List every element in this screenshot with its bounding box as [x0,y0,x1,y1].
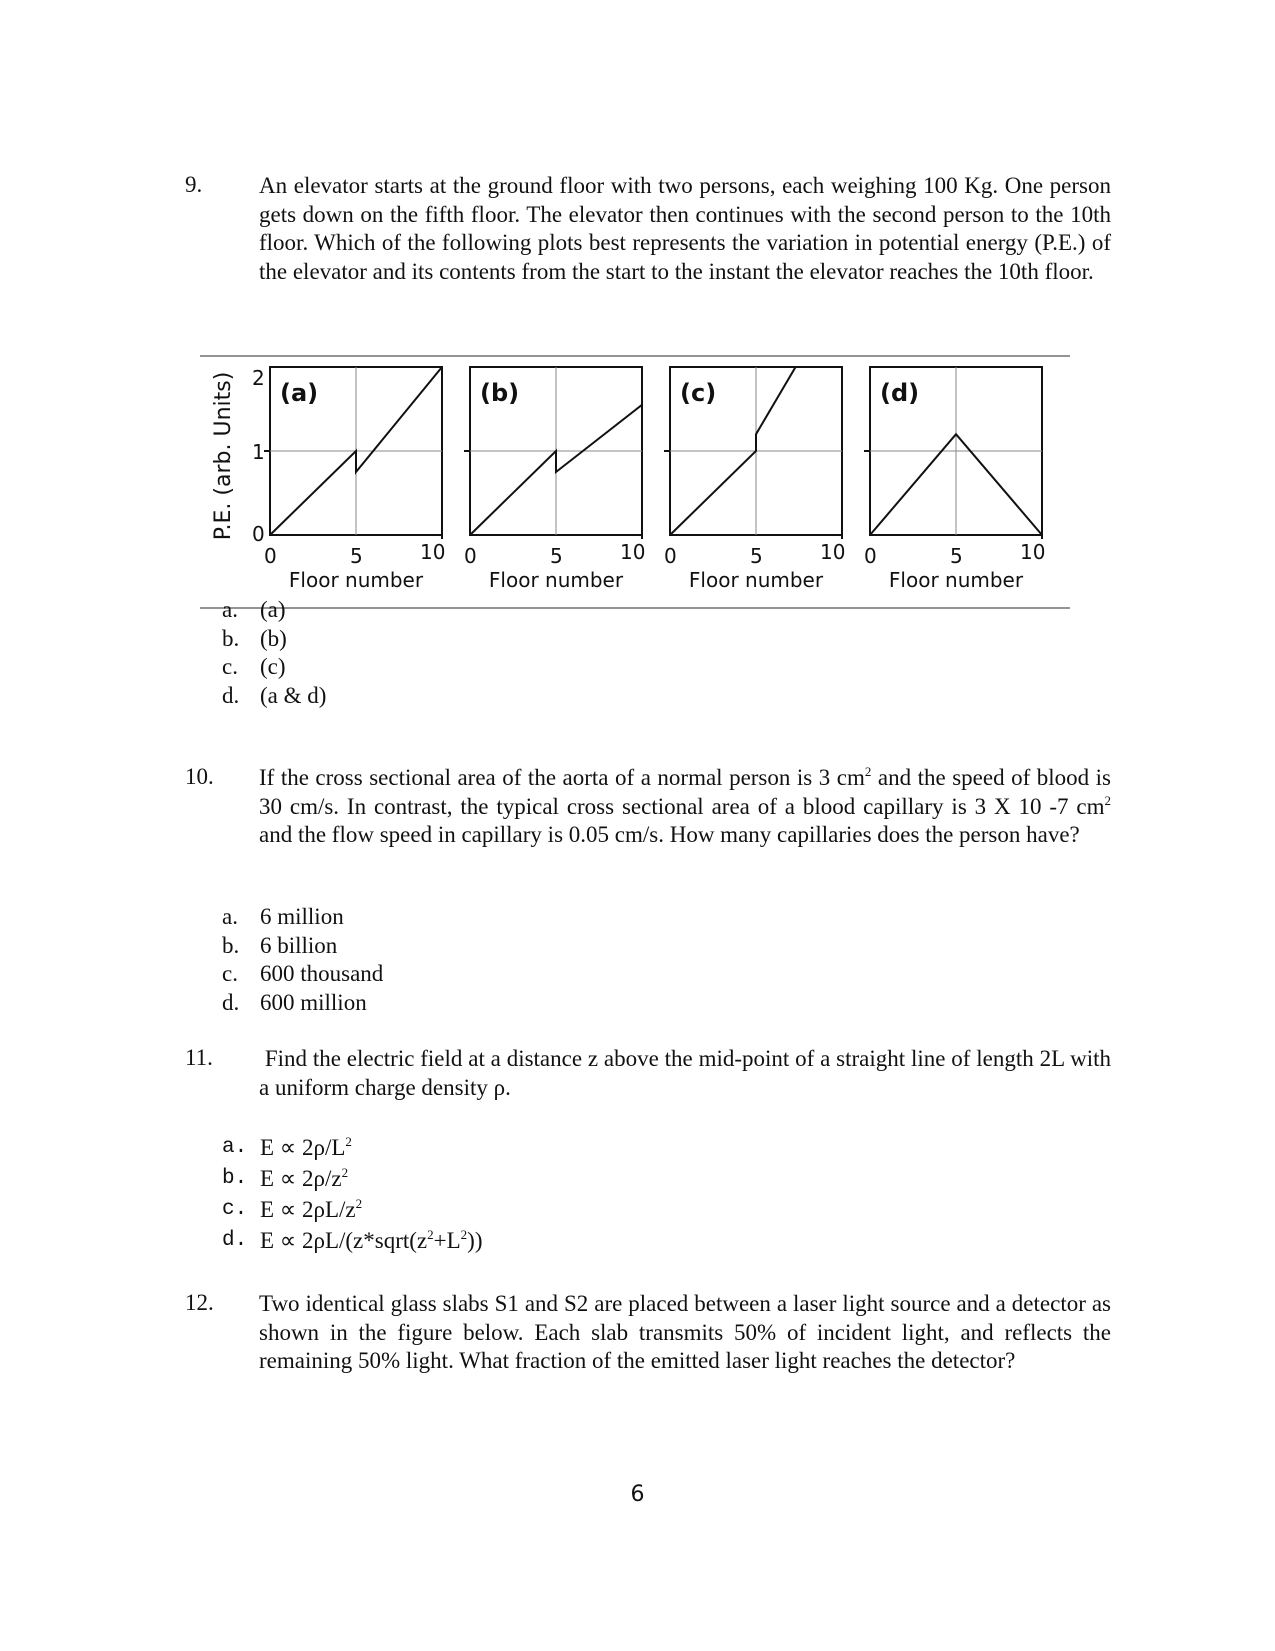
option-label: c. [222,1198,248,1221]
panel-label: (a) [280,379,319,407]
option-c[interactable] [222,1194,483,1225]
x-tick-label: 5 [550,544,563,568]
question-text: If the cross sectional area of the aorta of a normal person is 3 $cm^2$ and the speed of blood is 30 cm/s. In contrast, the typical cross sectional area of a blood capillary is 3 X 10 -7 $cm^2$ and the flow speed in capillary is 0.05 cm/s. How many capillaries does the person have? [259,764,1111,847]
option-d[interactable] [222,1225,483,1256]
y-tick-label: 1 [252,440,265,464]
option-label: b. [222,625,240,651]
option-text: 6 billion [260,932,338,958]
page-number: 6 [630,1482,645,1507]
option-text: (a & d) [260,682,327,708]
option-text: (b) [260,625,287,651]
option-label: a. [222,1136,248,1159]
x-tick-label: 5 [950,544,963,568]
question-9-options [222,596,326,710]
option-d[interactable] [222,682,326,711]
panel-label: (b) [480,379,520,407]
x-tick-label: 0 [264,544,277,568]
question-text: Two identical glass slabs S1 and S2 are placed between a laser light source and a detector as shown in the figure below. Each slab transmits 50% of incident light, and reflects the remaining 50% light. What fraction of the emitted laser light reaches the detector? [259,1291,1111,1373]
option-label: b. [222,1167,248,1190]
option-text: 600 thousand [260,961,384,986]
x-axis-label: Floor number [288,568,424,592]
x-tick-label: 0 [464,544,477,568]
option-label: d. [222,989,240,1015]
option-text: $E \propto 2\rho/L^2$ [260,1134,352,1160]
x-tick-label: 5 [750,544,763,568]
x-tick-label: 10 [820,540,846,564]
option-b[interactable] [222,625,326,654]
option-c[interactable] [222,653,326,682]
option-text: (a) [260,597,286,622]
option-text: $E \propto 2\rho/z^2$ [260,1165,349,1191]
question-number: 11. [185,1045,213,1070]
x-tick-label: 10 [620,540,646,564]
question-text: Find the electric field at a distance z above the mid-point of a straight line of length 2L with a uniform charge density ρ. [259,1046,1117,1100]
x-axis-label: Floor number [488,568,624,592]
question-text: An elevator starts at the ground floor with two persons, each weighing 100 Kg. One person gets down on the fifth floor. The elevator then continues with the second person to the 10th floor. Which of the following plots best represents the variation in potential energy (P.E.) of the elevator and its contents from the start to the instant the elevator reaches the 10th floor. [259,173,1111,284]
question-number: 12. [185,1290,214,1315]
option-label: d. [222,682,240,708]
x-tick-label: 10 [1020,540,1046,564]
panel-label: (d) [880,379,920,407]
y-tick-label: 2 [252,366,265,390]
x-axis-label: Floor number [888,568,1024,592]
option-label: c. [222,654,238,679]
option-text: (c) [260,654,286,679]
option-a[interactable] [222,903,383,932]
option-text: 600 million [260,989,367,1015]
x-tick-label: 10 [420,540,446,564]
x-tick-label: 0 [664,544,677,568]
option-text: 6 million [260,904,344,929]
question-11-options [222,1132,483,1256]
option-label: b. [222,932,240,958]
panel-label: (c) [680,379,717,407]
option-label: d. [222,1229,248,1252]
option-label: c. [222,961,238,986]
option-b[interactable] [222,932,383,961]
option-a[interactable] [222,1132,483,1163]
pe-vs-floor-figure [200,355,1070,610]
y-tick-label: 0 [252,522,265,546]
option-d[interactable] [222,989,383,1018]
y-axis-label: P.E. (arb. Units) [211,371,236,541]
x-tick-label: 5 [350,544,363,568]
x-tick-label: 0 [864,544,877,568]
option-text: $E \propto 2\rho L/z^2$ [260,1196,363,1222]
question-number: 10. [185,764,214,789]
x-axis-label: Floor number [688,568,824,592]
question-10-options [222,903,383,1017]
question-number: 9. [185,172,203,197]
option-a[interactable] [222,596,326,625]
pe-plots-svg [200,355,1070,610]
option-c[interactable] [222,960,383,989]
option-text: $E \propto 2\rho L/(z*sqrt(z^2+L^2))$ [260,1227,483,1253]
option-label: a. [222,597,238,622]
option-label: a. [222,904,238,929]
option-b[interactable] [222,1163,483,1194]
